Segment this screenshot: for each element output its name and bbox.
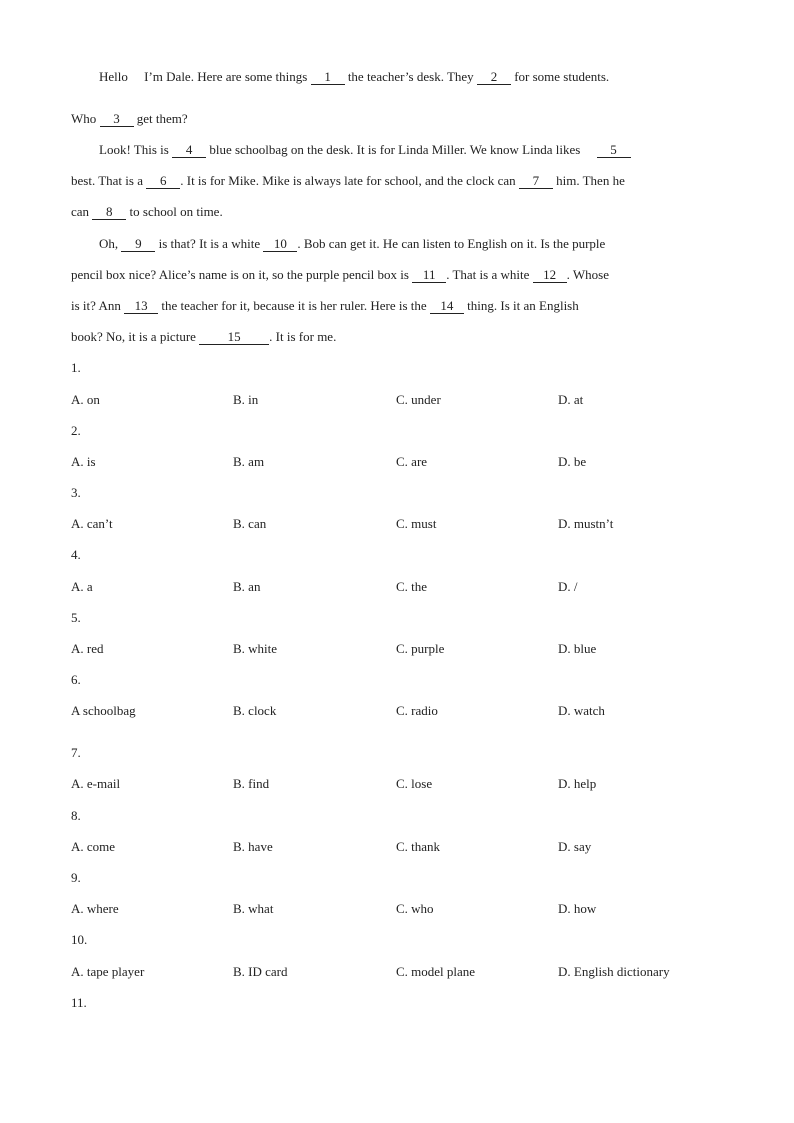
blank-11: 11 [412, 268, 446, 283]
option-c[interactable]: C. who [396, 901, 434, 916]
option-c[interactable]: C. must [396, 516, 437, 531]
question-number: 5. [71, 610, 81, 625]
passage-text: is it? Ann [71, 298, 121, 313]
question-number: 8. [71, 808, 81, 823]
passage-text: him. Then he [556, 173, 625, 188]
blank-2: 2 [477, 70, 511, 85]
passage-line-6 [99, 236, 723, 252]
question-number: 2. [71, 423, 81, 438]
passage-text: I’m Dale. Here are some things [144, 69, 308, 84]
passage-text: Hello [99, 69, 128, 84]
question-number: 11. [71, 995, 87, 1010]
question-number: 3. [71, 485, 81, 500]
option-b[interactable]: B. white [233, 641, 278, 656]
passage-line-1 [99, 69, 723, 85]
option-d[interactable]: D. / [558, 579, 578, 594]
blank-15: 15 [199, 330, 269, 345]
option-b[interactable]: B. in [233, 392, 259, 407]
blank-5: 5 [597, 143, 631, 158]
blank-6: 6 [146, 174, 180, 189]
blank-14: 14 [430, 299, 464, 314]
passage-text: thing. Is it an English [467, 298, 579, 313]
option-a[interactable]: A. come [71, 839, 116, 854]
passage-text: to school on time. [129, 204, 223, 219]
option-c[interactable]: C. lose [396, 776, 433, 791]
passage-text: Look! This is [99, 142, 169, 157]
passage-line-5 [71, 204, 723, 220]
passage-text: . It is for me. [269, 329, 337, 344]
option-a[interactable]: A. can’t [71, 516, 113, 531]
option-b[interactable]: B. have [233, 839, 273, 854]
passage-text: can [71, 204, 90, 219]
option-d[interactable]: D. blue [558, 641, 597, 656]
option-c[interactable]: C. thank [396, 839, 441, 854]
option-a[interactable]: A. where [71, 901, 119, 916]
option-d[interactable]: D. help [558, 776, 597, 791]
option-c[interactable]: C. purple [396, 641, 445, 656]
passage-text: the teacher for it, because it is her ruler. Here is the [161, 298, 427, 313]
option-d[interactable]: D. be [558, 454, 587, 469]
blank-1: 1 [311, 70, 345, 85]
passage-text: Oh, [99, 236, 119, 251]
passage-text: the teacher’s desk. They [347, 69, 474, 84]
option-a[interactable]: A. a [71, 579, 93, 594]
option-d[interactable]: D. English dictionary [558, 964, 670, 979]
blank-8: 8 [92, 205, 126, 220]
passage-text: Who [71, 111, 97, 126]
option-c[interactable]: C. under [396, 392, 441, 407]
passage-text: for some students. [514, 69, 610, 84]
question-number: 4. [71, 547, 81, 562]
passage-text: . Bob can get it. He can listen to English on it. Is the purple [297, 236, 606, 251]
option-d[interactable]: D. watch [558, 703, 605, 718]
option-c[interactable]: C. radio [396, 703, 438, 718]
option-b[interactable]: B. ID card [233, 964, 288, 979]
passage-text: . That is a white [446, 267, 530, 282]
option-a[interactable]: A. on [71, 392, 100, 407]
option-b[interactable]: B. am [233, 454, 265, 469]
option-a[interactable]: A schoolbag [71, 703, 136, 718]
blank-3: 3 [100, 112, 134, 127]
option-b[interactable]: B. an [233, 579, 261, 594]
question-number: 7. [71, 745, 81, 760]
passage-line-9 [71, 329, 723, 345]
passage-text: get them? [136, 111, 188, 126]
passage-line-4 [71, 173, 723, 189]
question-number: 1. [71, 360, 81, 375]
option-a[interactable]: A. e-mail [71, 776, 121, 791]
question-number: 6. [71, 672, 81, 687]
passage-line-7 [71, 267, 723, 283]
blank-7: 7 [519, 174, 553, 189]
option-b[interactable]: B. find [233, 776, 270, 791]
option-d[interactable]: D. say [558, 839, 592, 854]
question-number: 10. [71, 932, 88, 947]
option-b[interactable]: B. what [233, 901, 274, 916]
passage-line-3 [99, 142, 723, 158]
blank-4: 4 [172, 143, 206, 158]
passage-line-8 [71, 298, 723, 314]
option-c[interactable]: C. model plane [396, 964, 476, 979]
option-d[interactable]: D. mustn’t [558, 516, 614, 531]
option-d[interactable]: D. how [558, 901, 597, 916]
passage-text: . Whose [566, 267, 609, 282]
option-a[interactable]: A. red [71, 641, 104, 656]
passage-text: blue schoolbag on the desk. It is for Linda Miller. We know Linda likes [209, 142, 581, 157]
passage-text: is that? It is a white [158, 236, 261, 251]
passage-text: . It is for Mike. Mike is always late for school, and the clock can [180, 173, 516, 188]
question-number: 9. [71, 870, 81, 885]
blank-12: 12 [533, 268, 567, 283]
blank-9: 9 [121, 237, 155, 252]
passage-text: book? No, it is a picture [71, 329, 196, 344]
option-d[interactable]: D. at [558, 392, 584, 407]
passage-line-2 [71, 111, 723, 127]
blank-13: 13 [124, 299, 158, 314]
option-a[interactable]: A. is [71, 454, 96, 469]
passage-text: best. That is a [71, 173, 143, 188]
option-c[interactable]: C. are [396, 454, 428, 469]
option-b[interactable]: B. can [233, 516, 267, 531]
passage-text: pencil box nice? Alice’s name is on it, so the purple pencil box is [71, 267, 409, 282]
option-a[interactable]: A. tape player [71, 964, 145, 979]
blank-10: 10 [263, 237, 297, 252]
option-c[interactable]: C. the [396, 579, 428, 594]
option-b[interactable]: B. clock [233, 703, 277, 718]
